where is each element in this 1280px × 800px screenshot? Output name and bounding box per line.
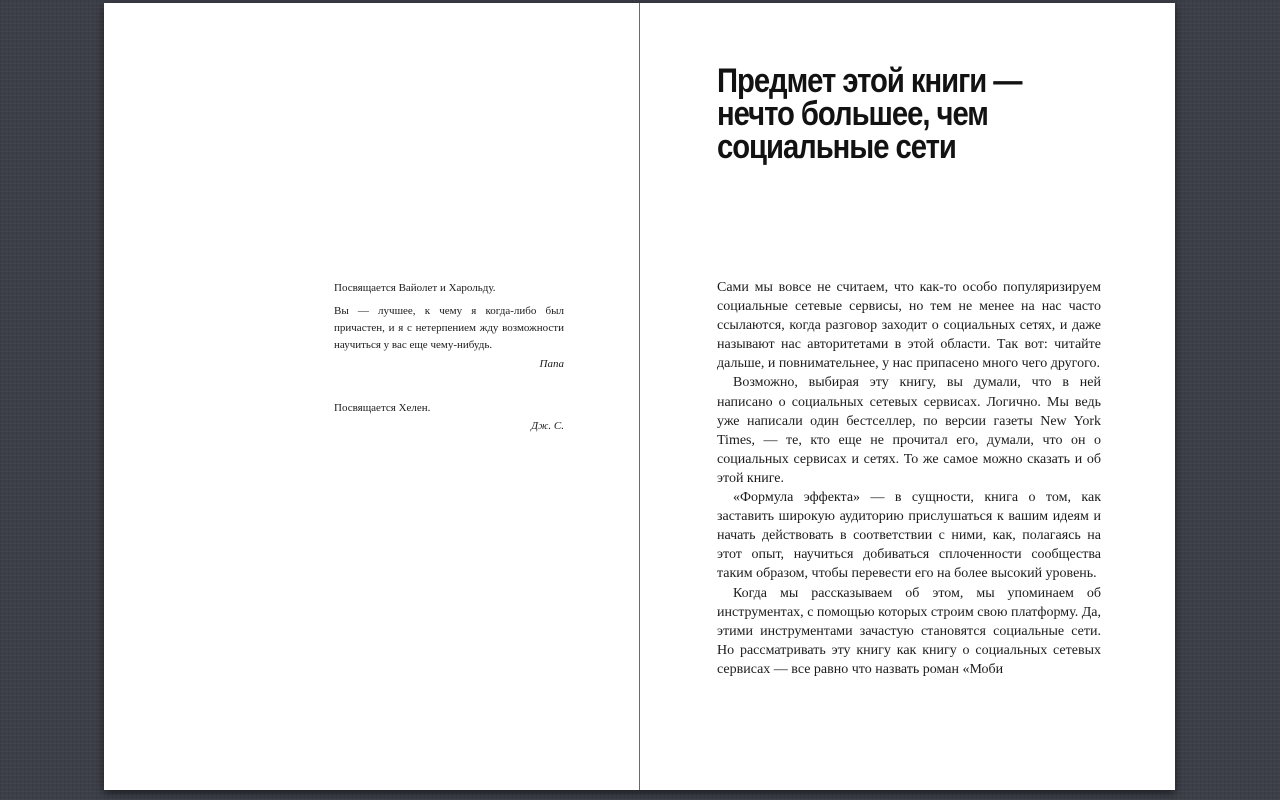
dedication-helen bbox=[334, 400, 564, 435]
body-paragraph: Сами мы вовсе не считаем, что как-то особо популяризируем социальные сетевые сервисы, но тем не менее на нас часто ссылаются, когда разговор заходит о социальных сетях, и даже называют нас авторитетами в этой области. Так вот: читайте дальше, и повнимательнее, у нас припасено много чего другого. bbox=[717, 280, 1101, 372]
dedication-heading: Посвящается Вайолет и Харольду. bbox=[334, 282, 496, 294]
dedication-text: Вы — лучшее, к чему я когда-либо был причастен, и я с нетерпением жду возможности научиться у вас еще чему-нибудь. bbox=[334, 305, 564, 351]
dedication-violet-harold bbox=[334, 280, 564, 373]
dedication-signature: Папа bbox=[539, 358, 564, 370]
chapter-body bbox=[717, 278, 1101, 679]
body-paragraph: «Формула эффекта» — в сущности, книга о том, как заставить широкую аудиторию прислушаться к вашим идеям и начать действовать в соответствии с ними, как, полагаясь на этот опыт, научиться добиваться сплоченности сообщества таким образом, чтобы перевести его на более высокий уровень. bbox=[717, 490, 1101, 582]
chapter-title-line: социальные сети bbox=[717, 128, 956, 166]
chapter-title-line: Предмет этой книги — bbox=[717, 62, 1022, 100]
body-paragraph: Возможно, выбирая эту книгу, вы думали, что в ней написано о социальных сетевых сервисах. Логично. Мы ведь уже написали один бестселлер, по версии газеты New York Times, — те, кто еще не прочитал его, думали, что он о социальных сервисах и сетях. То же самое можно сказать и об этой книге. bbox=[717, 375, 1101, 486]
right-page[interactable] bbox=[640, 3, 1175, 790]
body-paragraph: Когда мы рассказываем об этом, мы упоминаем об инструментах, с помощью которых строим свою платформу. Да, этими инструментами зачастую становятся социальные сети. Но рассматривать эту книгу как книгу о социальных сетевых сервисах — все равно что назвать роман «Моби bbox=[717, 585, 1101, 677]
book-spread bbox=[104, 3, 1175, 790]
dedication-signature: Дж. С. bbox=[531, 420, 564, 432]
chapter-title bbox=[717, 62, 1078, 166]
left-page[interactable] bbox=[104, 3, 639, 790]
dedication-heading: Посвящается Хелен. bbox=[334, 402, 431, 414]
chapter-title-line: нечто большее, чем bbox=[717, 95, 988, 133]
